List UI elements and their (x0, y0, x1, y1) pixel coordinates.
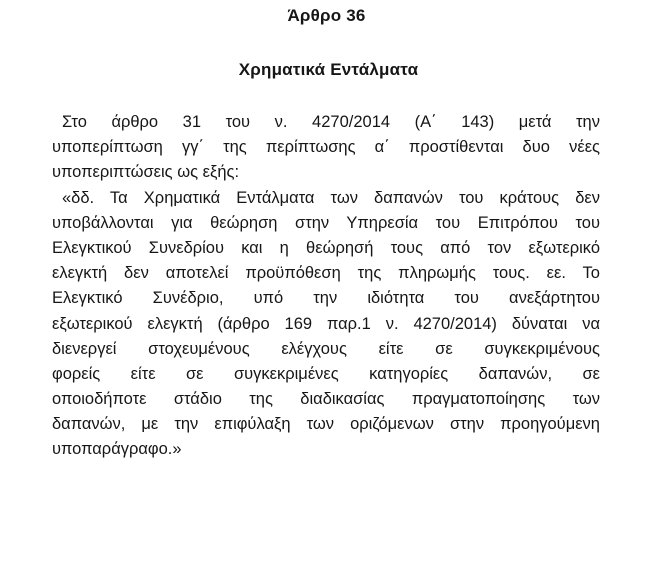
body-line: φορείς είτε σε συγκεκριμένες κατηγορίες δαπανών, σε (52, 364, 600, 383)
body-line: Ελεγκτικό Συνέδριο, υπό την ιδιότητα του ανεξάρτητου (52, 289, 600, 308)
body-line: «δδ. Τα Χρηματικά Εντάλματα των δαπανών του κράτους δεν (62, 188, 600, 207)
body-line: οποιοδήποτε στάδιο της διαδικασίας πραγματοποίησης των (52, 390, 600, 409)
body-line: δαπανών, με την επιφύλαξη των οριζόμενων στην προηγούμενη (52, 415, 600, 434)
body-line: υποπαράγραφο.» (52, 440, 182, 459)
article-number: Άρθρο 36 (287, 6, 366, 25)
body-line: διενεργεί στοχευμένους ελέγχους είτε σε συγκεκριμένους (52, 339, 600, 358)
body-line: υποβάλλονται για θεώρηση στην Υπηρεσία του Επιτρόπου του (52, 213, 600, 232)
body-line: υποπερίπτωση γγ΄ της περίπτωσης α΄ προστίθενται δυο νέες (52, 138, 600, 157)
body-line: Στο άρθρο 31 του ν. 4270/2014 (Α΄ 143) μετά την (62, 113, 600, 131)
body-line: ελεγκτή δεν αποτελεί προϋπόθεση της πληρωμής τους. εε. Το (52, 264, 600, 283)
body-line: εξωτερικού ελεγκτή (άρθρο 169 παρ.1 ν. 4270/2014) δύναται να (52, 314, 600, 333)
body-line: υποπεριπτώσεις ως εξής: (52, 163, 240, 182)
article-title: Χρηματικά Εντάλματα (238, 60, 419, 79)
body-line: Ελεγκτικού Συνεδρίου και η θεώρησή τους από τον εξωτερικό (52, 238, 600, 257)
article-body (52, 110, 600, 463)
